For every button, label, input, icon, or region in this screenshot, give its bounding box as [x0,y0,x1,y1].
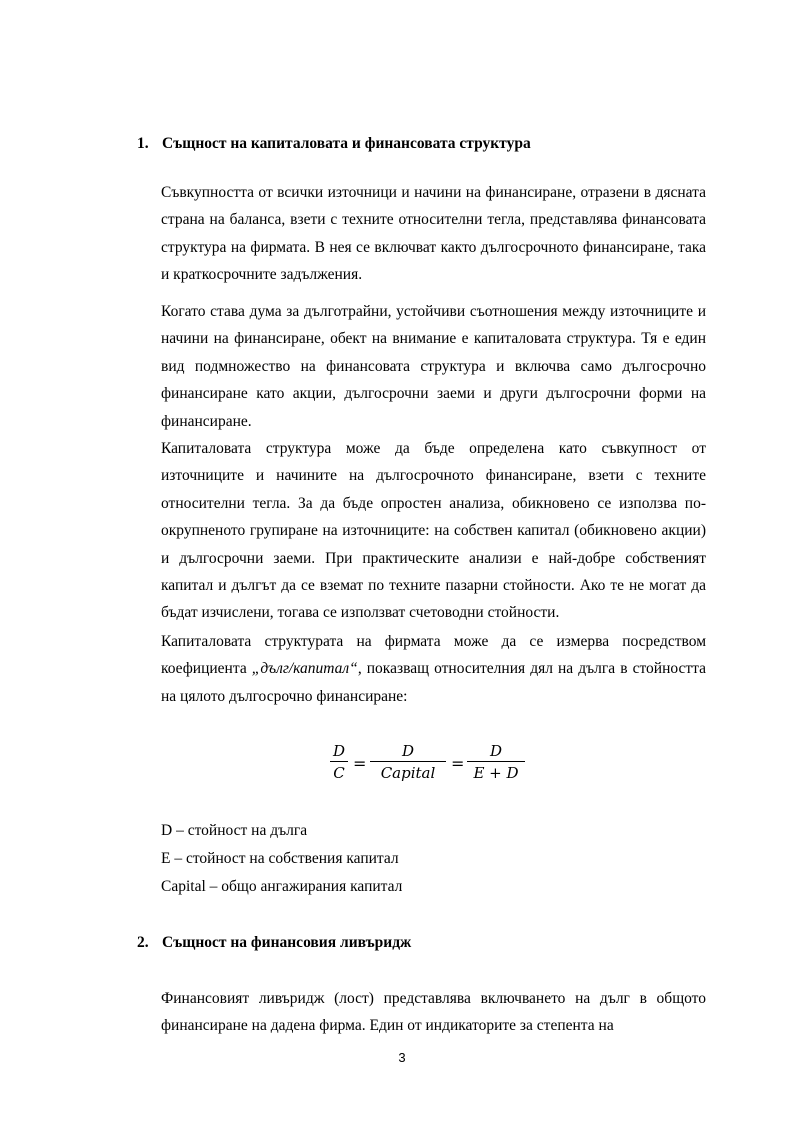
fraction-1-denominator: C [333,764,345,782]
section-2-number: 2. [137,934,149,951]
fraction-d-over-capital [370,741,446,784]
paragraph-financial-leverage: Финансовият ливъридж (лост) представлява включването на дълг в общото финансиране на дадена фирма. Един от индикаторите за степента на [161,990,706,1035]
section-2-title: Същност на финансовия ливъридж [162,934,412,951]
page-number: 3 [398,1050,406,1065]
paragraph-capital-structure: Когато става дума за дълготрайни, устойчиви съотношения между източниците и начини на финансиране, обект на внимание е капиталовата структура. Тя е един вид подмножество на финансовата структура и включва само дългосрочно финансиране като акции, дългосрочни заеми и други дългосрочни форми на финансиране. [161,303,706,430]
variable-definitions [161,817,402,901]
equals-sign-1: = [353,754,367,773]
definition-equity: E – стойност на собствения капитал [161,850,399,867]
paragraph-capital-structure-definition: Капиталовата структура може да бъде определена като съвкупност от източниците и начините на дългосрочното финансиране, взети с техните относителни тегла. За да бъде опростен анализа, обикновено се използва по-окрупненото групиране на източниците: на собствен капитал (обикновено акции) и дългосрочни заеми. При практическите анализи е най-добре собственият капитал и дългът да се вземат по техните пазарни стойности. Ако те не могат да бъдат изчислени, тогава се използват счетоводни стойности. [161,440,706,622]
section-1-title: Същност на капиталовата и финансовата структура [162,135,531,152]
debt-to-capital-formula [330,741,530,791]
fraction-d-over-e-plus-d [467,741,525,784]
fraction-2-numerator: D [401,742,415,760]
paragraph-debt-capital-ratio [161,628,706,710]
fraction-d-over-c [330,741,348,784]
fraction-3-denominator: E + D [473,764,519,782]
fraction-1-numerator: D [332,742,346,760]
definition-capital: Capital – общо ангажирания капитал [161,878,403,895]
paragraph-financial-structure: Съвкупността от всички източници и начини на финансиране, отразени в дясната страна на баланса, взети с техните относителни тегла, представлява финансовата структура на фирмата. В нея се включват както дългосрочното финансиране, така и краткосрочните задължения. [161,184,706,284]
definition-debt: D – стойност на дълга [161,822,308,839]
debt-capital-term: „дълг/капитал“ [251,660,358,678]
section-1-heading [137,134,531,154]
paragraph-debt-capital-ratio-start: Капиталовата структурата на фирмата може да се измерва посредством коефициента [161,633,706,678]
section-2-heading [137,933,411,953]
equals-sign-2: = [451,754,465,773]
section-1-number: 1. [137,135,149,152]
fraction-2-denominator: Capital [380,764,436,782]
fraction-3-numerator: D [489,742,503,760]
paragraph-debt-capital-ratio-end: , показващ относителния дял на дълга в стойността на цялото дългосрочно финансиране: [161,660,706,705]
